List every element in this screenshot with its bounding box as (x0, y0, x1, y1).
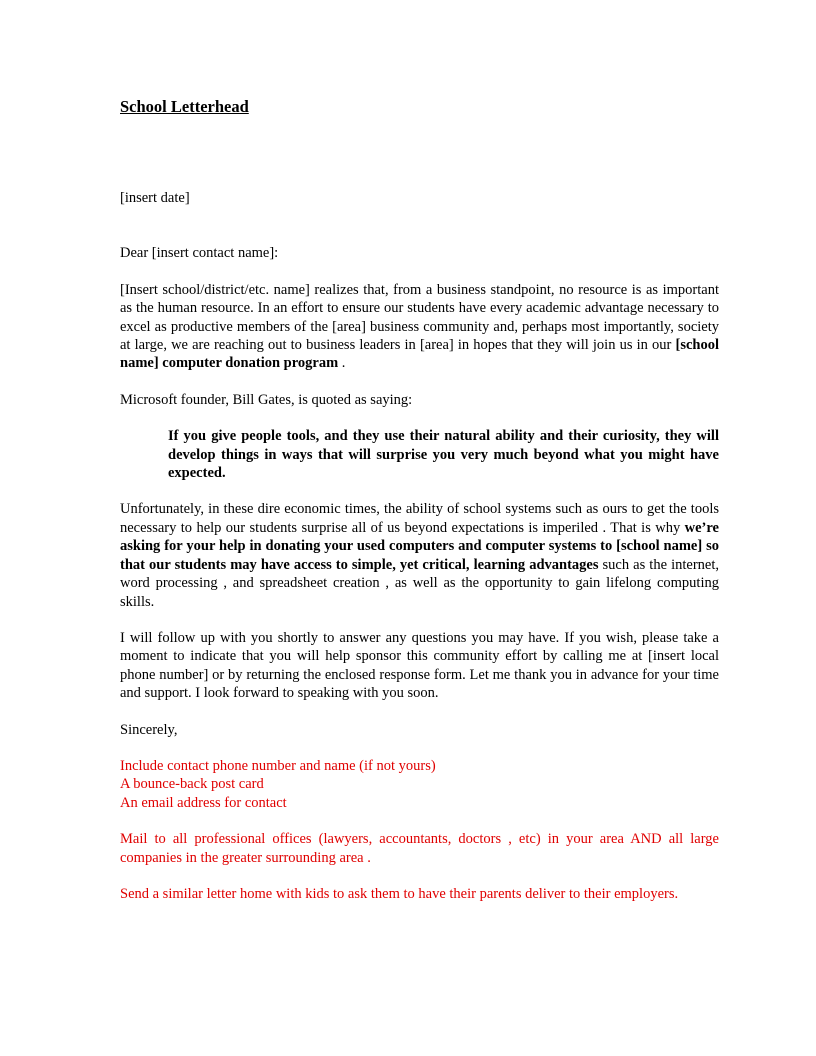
closing: Sincerely, (120, 721, 178, 738)
note-email: An email address for contact (120, 794, 287, 811)
date-line: [insert date] (120, 190, 190, 206)
home-note: Send a similar letter home with kids to ask them to have their parents deliver to their employers. (120, 885, 679, 902)
request-end: such as the internet, word processing , and spreadsheet creation , as well as the opportunity to gain lifelong computing skills. (120, 556, 719, 610)
request-paragraph (120, 500, 719, 610)
quote-intro: Microsoft founder, Bill Gates, is quoted as saying: (120, 391, 413, 408)
intro-text: [Insert school/district/etc. name] realizes that, from a business standpoint, no resource is as important as the human resource. In an effort to ensure our students have every academic advantage necessary to excel as productive members of the [area] business community and, perhaps most importantly, society at large, we are reaching out to business leaders in [area] in hopes that they will join us in our (120, 281, 719, 354)
letterhead-title: School Letterhead (120, 97, 249, 116)
letter-page (120, 96, 719, 903)
intro-end: . (338, 355, 346, 372)
mail-note: Mail to all professional offices (lawyers, accountants, doctors , etc) in your area AND all large companies in the greater surrounding area . (120, 831, 719, 866)
followup-paragraph: I will follow up with you shortly to answer any questions you may have. If you wish, please take a moment to indicate that you will help sponsor this community effort by calling me at [insert local phone number] or by returning the enclosed response form. Let me thank you in advance for your time and support. I look forward to speaking with you soon. (120, 629, 719, 702)
note-contact-phone: Include contact phone number and name (if not yours) (120, 757, 436, 774)
gates-quote: If you give people tools, and they use their natural ability and their curiosity, they will develop things in ways that will surprise you very much beyond what you might have expected. (168, 428, 719, 482)
request-bold: we’re asking for your help in donating your used computers and computer systems to [school name] so that our students may have access to simple, yet critical, learning advantages (120, 519, 719, 573)
intro-paragraph (120, 281, 719, 373)
salutation: Dear [insert contact name]: (120, 245, 279, 262)
contact-notes (120, 757, 719, 812)
note-postcard: A bounce-back post card (120, 776, 264, 793)
program-name: [school name] computer donation program (120, 337, 719, 372)
request-text: Unfortunately, in these dire economic times, the ability of school systems such as ours to get the tools necessary to help our students surprise all of us beyond expectations is imperiled . That is why (120, 501, 719, 536)
